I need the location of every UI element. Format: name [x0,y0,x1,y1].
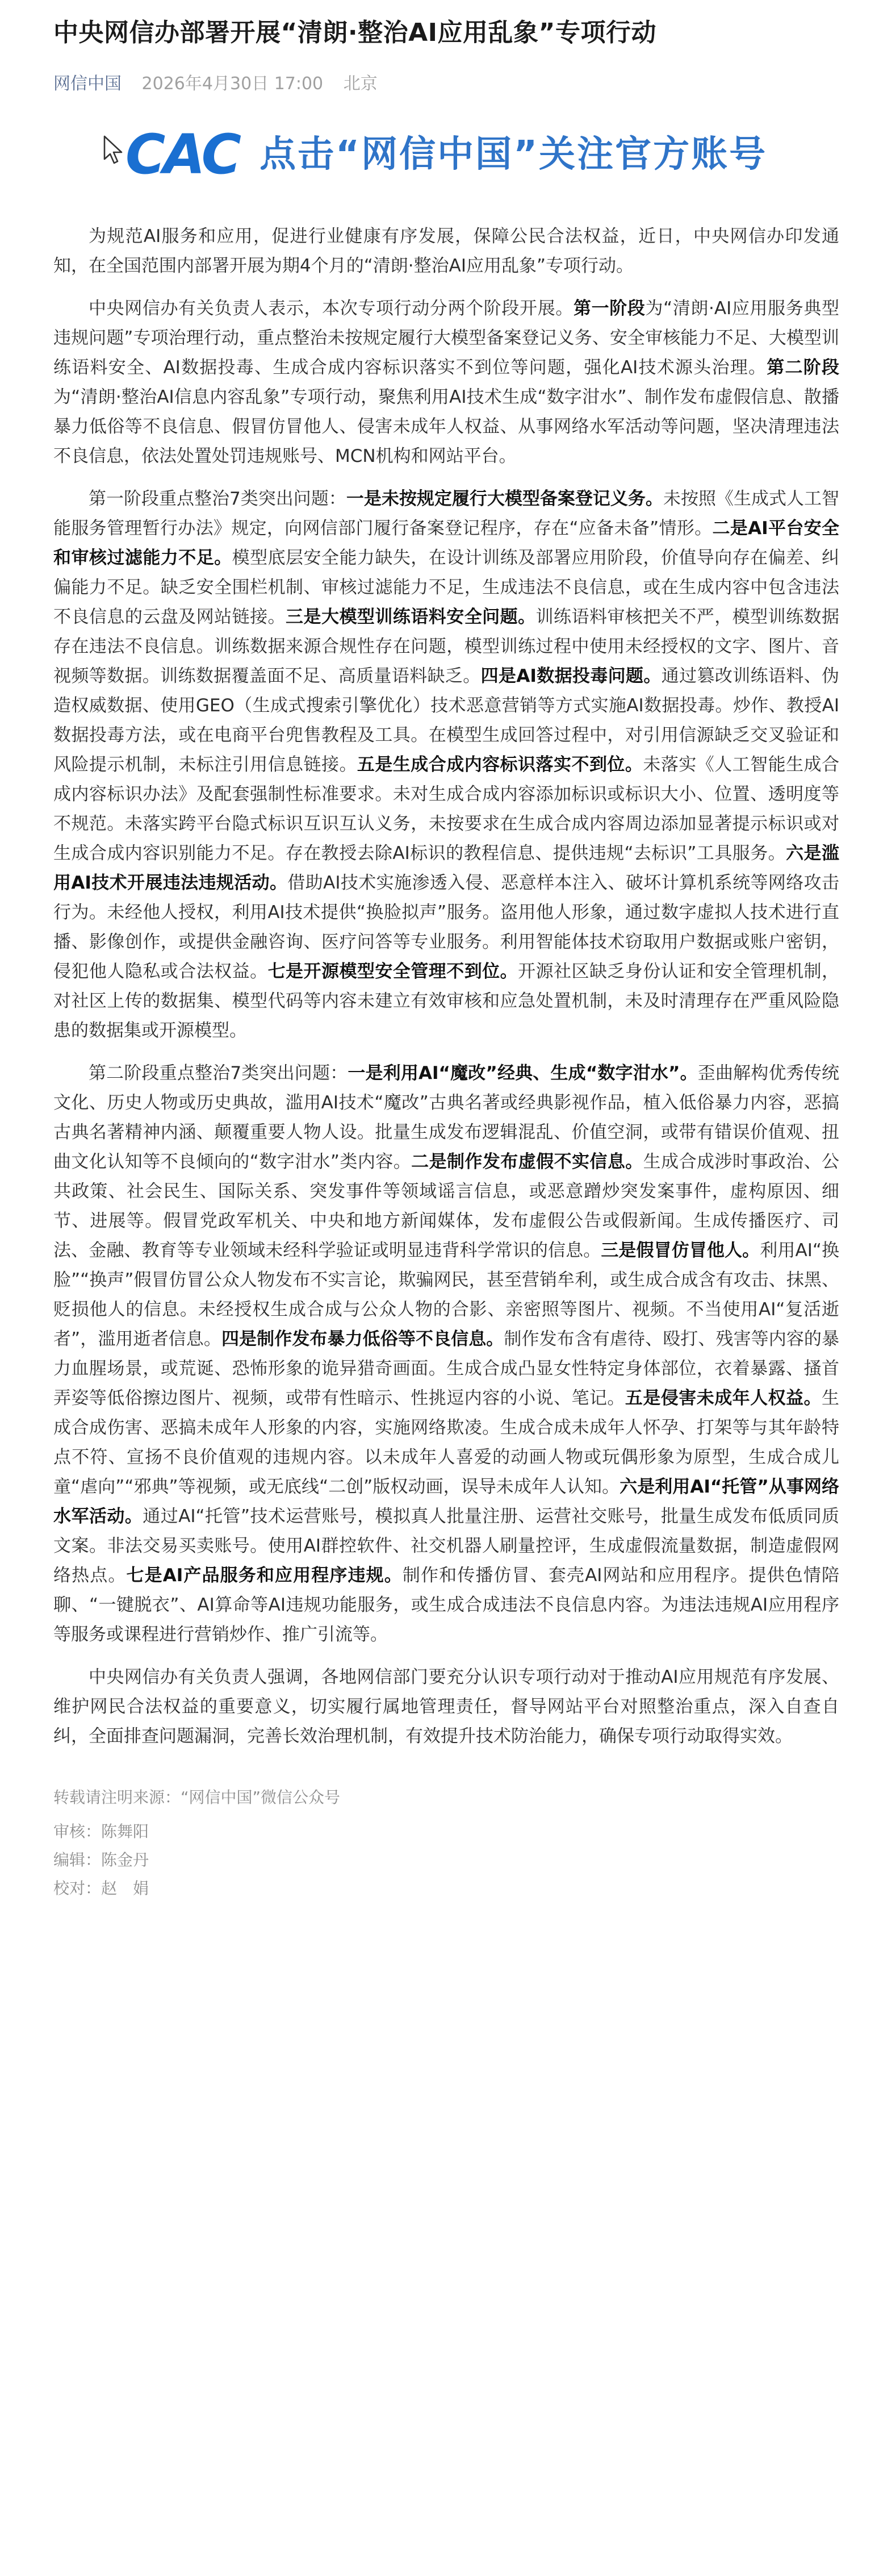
bold-heading-text: 六是滥用AI技术开展违法违规活动。 [53,843,839,893]
paragraph-text: 制作发布含有虐待、殴打、残害等内容的暴力血腥场景，或荒诞、恐怖形象的诡异猎奇画面。生成合成凸显女性特定身体部位，衣着暴露、搔首弄姿等低俗擦边图片、视频，或带有性暗示、性挑逗内容的小说、笔记。 [53,1329,840,1408]
follow-banner-text: 点击“网信中国”关注官方账号 [259,134,768,176]
follow-banner[interactable] [53,120,839,189]
bold-heading-text: 四是制作发布暴力低俗等不良信息。 [221,1329,504,1349]
cac-logo [125,123,240,186]
publish-location: 北京 [343,74,378,94]
article-meta [53,73,839,95]
article-paragraph [53,222,839,281]
bold-heading-text: 七是开源模型安全管理不到位。 [267,961,518,982]
account-name-link[interactable]: 网信中国 [53,74,122,94]
cursor-icon [102,135,125,165]
paragraph-text: 生成合成伤害、恶搞未成年人形象的内容，实施网络欺凌。生成合成未成年人怀孕、打架等与其年龄特点不符、宣扬不良价值观的违规内容。以未成年人喜爱的动画人物或玩偶形象为原型，生成合成儿童“虐向”“邪典”等视频，或无底线“二创”版权动画，误导未成年人认知。 [53,1388,840,1497]
paragraph-text: 未按照《生成式人工智能服务管理暂行办法》规定，向网信部门履行备案登记程序，存在“应备未备”情形。 [53,489,840,539]
cac-logo-text: CAC [125,123,240,186]
paragraph-text: 通过篡改训练语料、伪造权威数据、使用GEO（生成式搜索引擎优化）技术恶意营销等方式实施AI数据投毒。炒作、教授AI数据投毒方法，或在电商平台兜售教程及工具。在模型生成回答过程中，对引用信源缺乏交叉验证和风险提示机制，未标注引用信息链接。 [53,666,840,775]
bold-heading-text: 二是制作发布虚假不实信息。 [411,1152,643,1172]
paragraph-text: 利用AI“换脸”“换声”假冒仿冒公众人物发布不实言论，欺骗网民，甚至营销牟利，或生成合成含有攻击、抹黑、贬损他人的信息。未经授权生成合成与公众人物的合影、亲密照等图片、视频。不当使用AI“复活逝者”，滥用逝者信息。 [53,1240,840,1349]
bold-heading-text: 三是假冒仿冒他人。 [601,1240,760,1261]
bold-heading-text: 三是大模型训练语料安全问题。 [286,607,536,627]
paragraph-text: 未落实《人工智能生成合成内容标识办法》及配套强制性标准要求。未对生成合成内容添加标识或标识大小、位置、透明度等不规范。未落实跨平台隐式标识互识互认义务，未按要求在生成合成内容周边添加显著提示标识或对生成合成内容识别能力不足。存在教授去除AI标识的教程信息、提供违规“去标识”工具服务。 [53,755,840,864]
paragraph-text: 为“清朗·整治AI信息内容乱象”专项行动，聚焦利用AI技术生成“数字泔水”、制作发布虚假信息、散播暴力低俗等不良信息、假冒仿冒他人、侵害未成年人权益、从事网络水军活动等问题，坚决清理违法不良信息，依法处置处罚违规账号、MCN机构和网站平台。 [53,387,839,466]
article-title: 中央网信办部署开展“清朗·整治AI应用乱象”专项行动 [53,18,656,47]
bold-heading-text: 一是利用AI“魔改”经典、生成“数字泔水”。 [348,1063,698,1083]
article-paragraph [53,294,839,471]
article-paragraph [53,1662,839,1751]
bold-heading-text: 二是AI平台安全和审核过滤能力不足。 [53,518,839,568]
paragraph-text: 制作和传播仿冒、套壳AI网站和应用程序。提供色情陪聊、“一键脱衣”、AI算命等AI违规功能服务，或生成合成违法不良信息内容。为违法违规AI应用程序等服务或课程进行营销炒作、推广引流等。 [53,1565,840,1645]
paragraph-text: 中央网信办有关负责人强调，各地网信部门要充分认识专项行动对于推动AI应用规范有序发展、维护网民合法权益的重要意义，切实履行属地管理责任，督导网站平台对照整治重点，深入自查自纠，全面排查问题漏洞，完善长效治理机制，有效提升技术防治能力，确保专项行动取得实效。 [53,1667,839,1746]
repost-notice: 转载请注明来源：“网信中国”微信公众号 [53,1788,341,1807]
article-paragraph [53,484,839,1045]
paragraph-text: 中央网信办有关负责人表示，本次专项行动分两个阶段开展。 [89,298,574,319]
article-footer [53,1786,839,1900]
paragraph-text: 第二阶段重点整治7类突出问题： [89,1063,348,1083]
paragraph-text: 开源社区缺乏身份认证和安全管理机制，对社区上传的数据集、模型代码等内容未建立有效审核和应急处置机制，未及时清理存在严重风险隐患的数据集或开源模型。 [53,961,840,1041]
paragraph-text: 歪曲解构优秀传统文化、历史人物或历史典故，滥用AI技术“魔改”古典名著或经典影视作品，植入低俗暴力内容，恶搞古典名著精神内涵、颠覆重要人物人设。批量生成发布逻辑混乱、价值空洞，或带有错误价值观、扭曲文化认知等不良倾向的“数字泔水”类内容。 [53,1063,839,1172]
paragraph-text: 第一阶段重点整治7类突出问题： [89,489,346,509]
paragraph-text: 为“清朗·AI应用服务典型违规问题”专项治理行动，重点整治未按规定履行大模型备案登记义务、安全审核能力不足、大模型训练语料安全、AI数据投毒、生成合成内容标识落实不到位等问题，强化AI技术源头治理。 [53,298,840,378]
reviewer-credit: 审核：陈舞阳 [53,1822,149,1841]
bold-heading-text: 七是AI产品服务和应用程序违规。 [126,1565,403,1586]
paragraph-text: 模型底层安全能力缺失，在设计训练及部署应用阶段，价值导向存在偏差、纠偏能力不足。缺乏安全围栏机制、审核过滤能力不足，生成违法不良信息，或在生成内容中包含违法不良信息的云盘及网站链接。 [53,548,840,627]
article-paragraph [53,1058,839,1649]
paragraph-text: 为规范AI服务和应用，促进行业健康有序发展，保障公民合法权益，近日，中央网信办印发通知，在全国范围内部署开展为期4个月的“清朗·整治AI应用乱象”专项行动。 [53,226,839,276]
paragraph-text: 生成合成涉时事政治、公共政策、社会民生、国际关系、突发事件等领域谣言信息，或恶意蹭炒突发案事件，虚构原因、细节、进展等。假冒党政军机关、中央和地方新闻媒体，发布虚假公告或假新闻。生成传播医疗、司法、金融、教育等专业领域未经科学验证或明显违背科学常识的信息。 [53,1152,840,1261]
paragraph-text: 借助AI技术实施渗透入侵、恶意样本注入、破坏计算机系统等网络攻击行为。未经他人授权，利用AI技术提供“换脸拟声”服务。盗用他人形象，通过数字虚拟人技术进行直播、影像创作，或提供金融咨询、医疗问答等专业服务。利用智能体技术窃取用户数据或账户密钥，侵犯他人隐私或合法权益。 [53,873,839,982]
bold-heading-text: 第一阶段 [573,298,646,319]
bold-heading-text: 五是生成合成内容标识落实不到位。 [357,755,643,775]
proofreader-credit: 校对：赵 娟 [53,1879,149,1898]
bold-heading-text: 第二阶段 [767,357,840,378]
article-body [53,222,839,1751]
bold-heading-text: 六是利用AI“托管”从事网络水军活动。 [53,1477,839,1527]
paragraph-text: 通过AI“托管”技术运营账号，模拟真人批量注册、运营社交账号，批量生成发布低质同质文案。非法交易买卖账号。使用AI群控软件、社交机器人刷量控评，生成虚假流量数据，制造虚假网络热点。 [53,1506,840,1586]
bold-heading-text: 一是未按规定履行大模型备案登记义务。 [346,489,663,509]
editor-credit: 编辑：陈金丹 [53,1850,149,1869]
paragraph-text: 训练语料审核把关不严，模型训练数据存在违法不良信息。训练数据来源合规性存在问题，模型训练过程中使用未经授权的文字、图片、音视频等数据。训练数据覆盖面不足、高质量语料缺乏。 [53,607,840,686]
bold-heading-text: 四是AI数据投毒问题。 [480,666,662,686]
publish-date: 2026年4月30日 17:00 [141,74,324,94]
bold-heading-text: 五是侵害未成年人权益。 [625,1388,822,1408]
